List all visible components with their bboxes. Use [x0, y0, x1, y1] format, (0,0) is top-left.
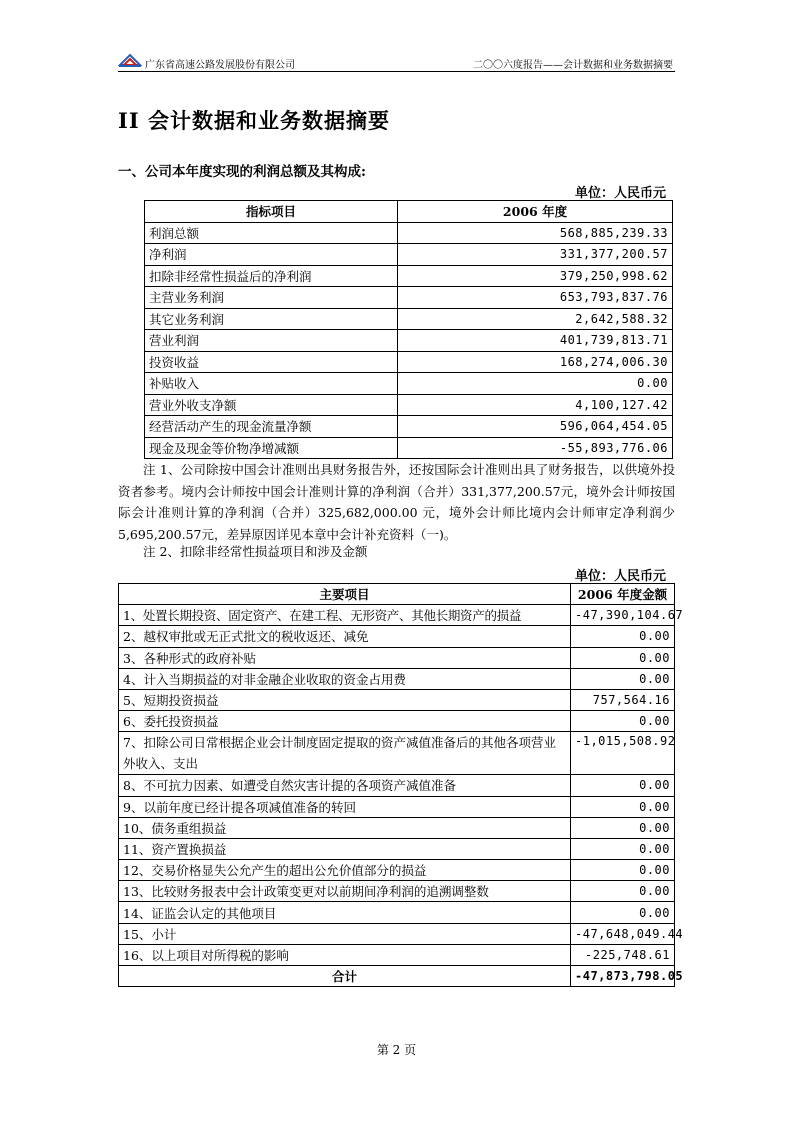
row-value: 0.00: [571, 881, 675, 902]
row-value: 2,642,588.32: [398, 308, 673, 330]
col-header-year: 2006 年度: [398, 201, 673, 223]
row-label: 16、以上项目对所得税的影响: [119, 944, 571, 965]
total-row: [119, 966, 675, 987]
row-value: 0.00: [571, 902, 675, 923]
row-label: 7、扣除公司日常根据企业会计制度固定提取的资产减值准备后的其他各项营业外收入、支出: [119, 732, 571, 775]
company-logo-icon: [118, 53, 142, 69]
row-label: 10、债务重组损益: [119, 817, 571, 838]
row-label: 利润总额: [145, 222, 398, 244]
table-row: [145, 265, 673, 287]
row-label: 6、委托投资损益: [119, 711, 571, 732]
row-label: 12、交易价格显失公允产生的超出公允价值部分的损益: [119, 860, 571, 881]
section2-unit: 单位：人民币元: [575, 569, 667, 584]
row-label: 5、短期投资损益: [119, 689, 571, 710]
table-row: [119, 944, 675, 965]
row-label: 13、比较财务报表中会计政策变更对以前期间净利润的追溯调整数: [119, 881, 571, 902]
row-label: 投资收益: [145, 351, 398, 373]
row-label: 营业外收支净额: [145, 394, 398, 416]
row-label: 9、以前年度已经计提各项减值准备的转回: [119, 796, 571, 817]
row-label: 扣除非经常性损益后的净利润: [145, 265, 398, 287]
table-row: [145, 308, 673, 330]
row-label: 经营活动产生的现金流量净额: [145, 416, 398, 438]
table-row: [119, 711, 675, 732]
row-value: 0.00: [571, 796, 675, 817]
table-row: [145, 416, 673, 438]
row-label: 补贴收入: [145, 373, 398, 395]
table-row: [119, 626, 675, 647]
table-row: [119, 881, 675, 902]
table-row: [119, 838, 675, 859]
row-value: -47,648,049.44: [571, 923, 675, 944]
non-recurring-items-table: [118, 583, 684, 987]
note-2: 注 2、扣除非经常性损益项目和涉及金额: [143, 544, 368, 559]
table-row: [119, 923, 675, 944]
row-value: 0.00: [571, 860, 675, 881]
row-label: 主营业务利润: [145, 287, 398, 309]
table-row: [119, 732, 675, 775]
col-header-amount: 2006 年度金额: [571, 584, 675, 605]
table-row: [119, 689, 675, 710]
row-value: 757,564.16: [571, 689, 675, 710]
row-value: 0.00: [398, 373, 673, 395]
section1-heading: 一、公司本年度实现的利润总额及其构成:: [118, 164, 366, 180]
page-title: II 会计数据和业务数据摘要: [118, 108, 390, 133]
table-row: [145, 351, 673, 373]
row-label: 4、计入当期损益的对非金融企业收取的资金占用费: [119, 668, 571, 689]
row-value: -47,390,104.67: [571, 605, 675, 626]
table-row: [145, 330, 673, 352]
table-row: [119, 605, 675, 626]
note-1: 注 1、公司除按中国会计准则出具财务报告外，还按国际会计准则出具了财务报告，以供境外投资者参考。境内会计师按中国会计准则计算的净利润（合并）331,377,200.57元，境外会计师按国际会计准则计算的净利润（合并）325,682,000.00 元，境外会计师比境内会计师审定净利润少 5,695,200.57元，差异原因详见本章中会计补充资料（一)。: [118, 462, 675, 542]
row-value: 0.00: [571, 817, 675, 838]
row-value: 596,064,454.05: [398, 416, 673, 438]
table-row: [119, 902, 675, 923]
row-label: 14、证监会认定的其他项目: [119, 902, 571, 923]
row-value: 0.00: [571, 838, 675, 859]
row-label: 8、不可抗力因素、如遭受自然灾害计提的各项资产减值准备: [119, 775, 571, 796]
col-header-item: 指标项目: [145, 201, 398, 223]
page-number: 第 2 页: [376, 1043, 417, 1057]
row-value: 331,377,200.57: [398, 244, 673, 266]
row-value: 568,885,239.33: [398, 222, 673, 244]
row-value: 401,739,813.71: [398, 330, 673, 352]
header-company-name: 广东省高速公路发展股份有限公司: [145, 60, 295, 71]
total-value: -47,873,798.05: [571, 966, 675, 987]
table-row: [145, 373, 673, 395]
row-value: -55,893,776.06: [398, 437, 673, 459]
row-value: 0.00: [571, 711, 675, 732]
header-report-title: 二〇〇六度报告——会计数据和业务数据摘要: [473, 60, 673, 71]
row-label: 现金及现金等价物净增减额: [145, 437, 398, 459]
table-row: [145, 244, 673, 266]
table-row: [119, 668, 675, 689]
row-value: -1,015,508.92: [571, 732, 675, 775]
row-label: 其它业务利润: [145, 308, 398, 330]
row-value: 0.00: [571, 647, 675, 668]
profit-table: [144, 200, 673, 459]
table-row: [145, 437, 673, 459]
row-value: -225,748.61: [571, 944, 675, 965]
section1-unit: 单位：人民币元: [575, 186, 667, 201]
row-value: 653,793,837.76: [398, 287, 673, 309]
table-row: [145, 222, 673, 244]
row-value: 168,274,006.30: [398, 351, 673, 373]
row-label: 2、越权审批或无正式批文的税收返还、减免: [119, 626, 571, 647]
table-row: [119, 647, 675, 668]
row-label: 营业利润: [145, 330, 398, 352]
row-value: 0.00: [571, 775, 675, 796]
row-value: 379,250,998.62: [398, 265, 673, 287]
table-row: [119, 860, 675, 881]
table-row: [145, 287, 673, 309]
table-row: [145, 394, 673, 416]
row-value: 0.00: [571, 626, 675, 647]
row-label: 净利润: [145, 244, 398, 266]
row-label: 1、处置长期投资、固定资产、在建工程、无形资产、其他长期资产的损益: [119, 605, 571, 626]
row-label: 15、小计: [119, 923, 571, 944]
row-label: 3、各种形式的政府补贴: [119, 647, 571, 668]
table-header-row: [119, 584, 675, 605]
total-label: 合计: [119, 966, 571, 987]
row-label: 11、资产置换损益: [119, 838, 571, 859]
page-header: [118, 53, 675, 72]
table-row: [119, 775, 675, 796]
row-value: 0.00: [571, 668, 675, 689]
row-value: 4,100,127.42: [398, 394, 673, 416]
table-header-row: [145, 201, 673, 223]
table-row: [119, 796, 675, 817]
col-header-item: 主要项目: [119, 584, 571, 605]
table-row: [119, 817, 675, 838]
